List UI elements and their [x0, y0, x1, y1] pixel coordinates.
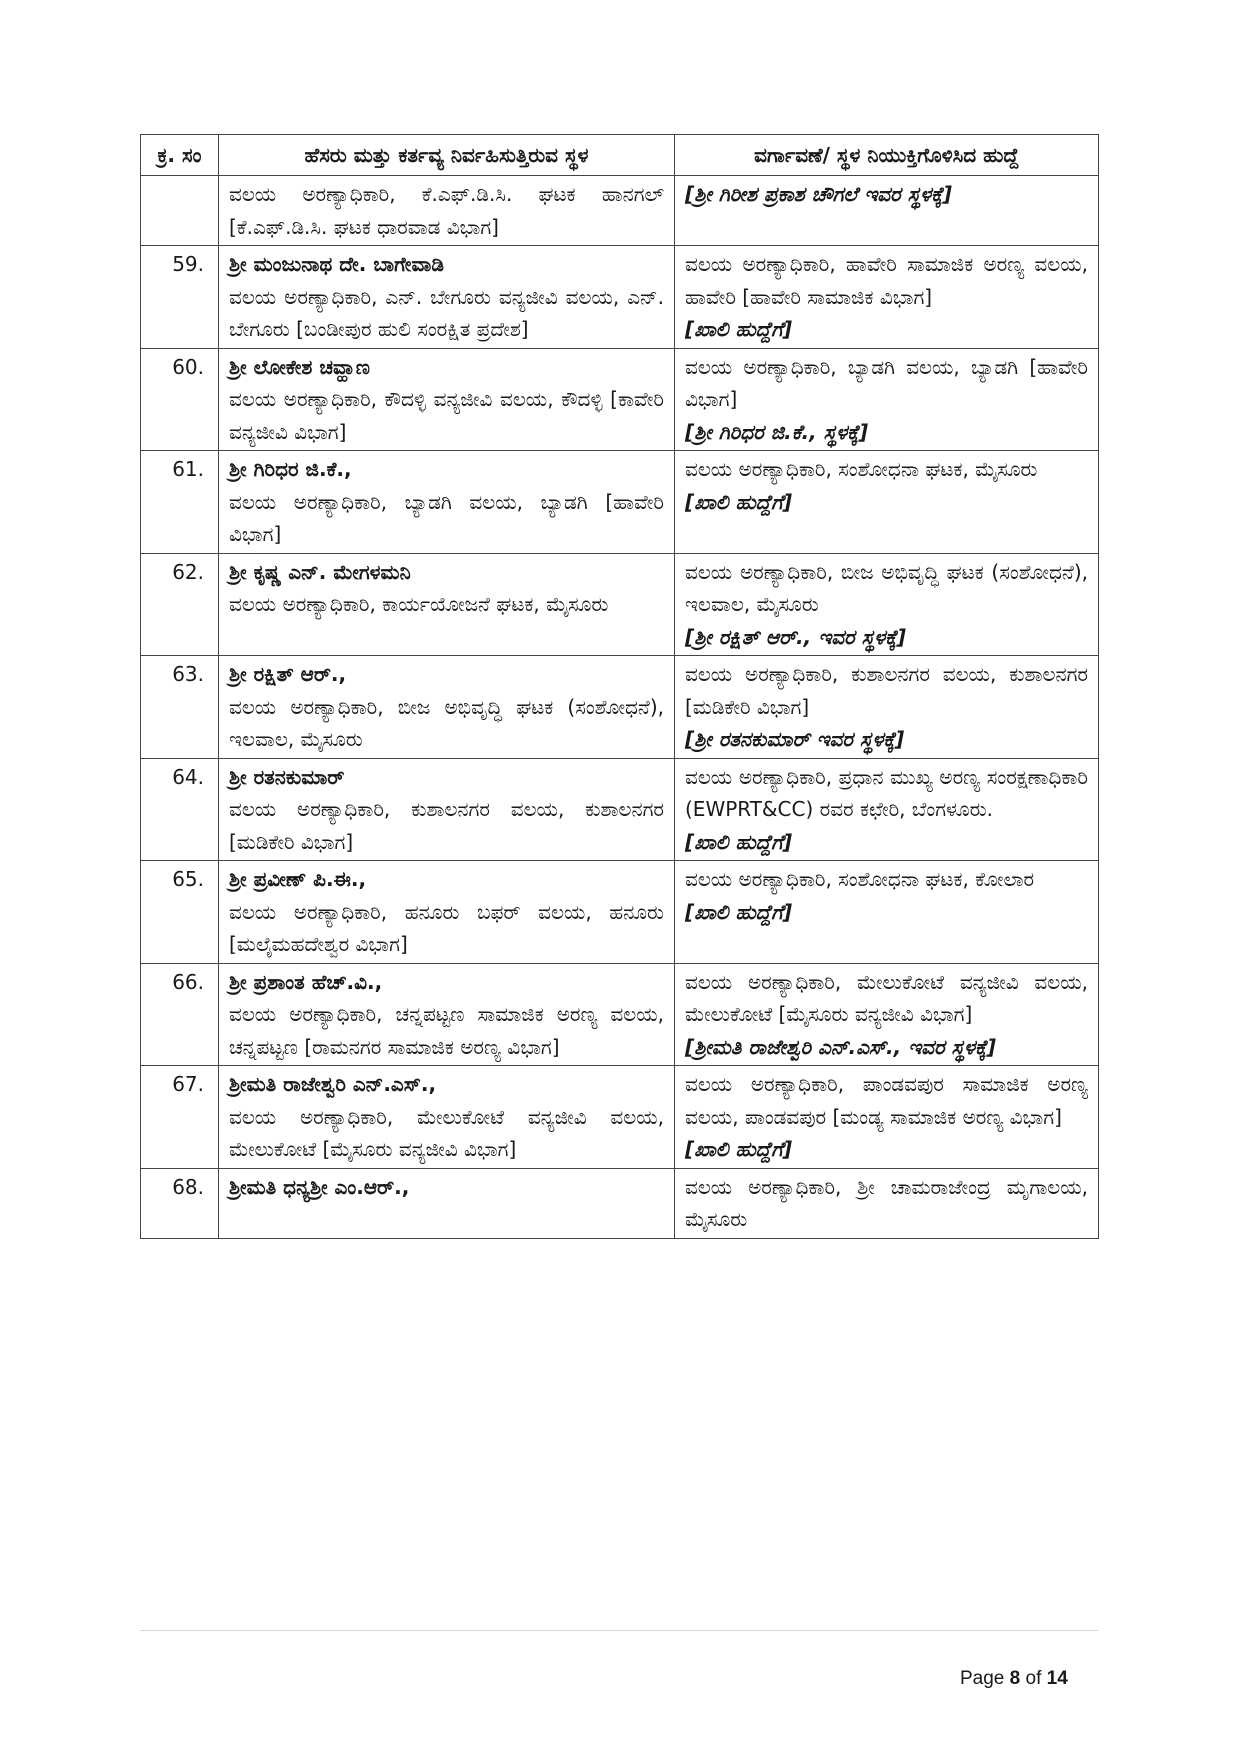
row-number: 64.	[141, 758, 219, 861]
officer-name: ಶ್ರೀ ಮಂಜುನಾಥ ದೇ. ಬಾಗೇವಾಡಿ	[229, 252, 444, 276]
officer-name: ಶ್ರೀ ಕೃಷ್ಣ ಎನ್. ಮೇಗಳಮನಿ	[229, 559, 411, 584]
transfer-post-cell	[675, 656, 1099, 759]
table-row	[141, 246, 1099, 349]
current-post-cell	[219, 246, 675, 349]
transfer-post-cell	[675, 1168, 1099, 1238]
table-row	[141, 656, 1099, 759]
current-post: ವಲಯ ಅರಣ್ಯಾಧಿಕಾರಿ, ಚನ್ನಪಟ್ಟಣ ಸಾಮಾಜಿಕ ಅರಣ್ಯ ವಲಯ, ಚನ್ನಪಟ್ಟಣ [ರಾಮನಗರ ಸಾಮಾಜಿಕ ಅರಣ್ಯ ವಿಭಾಗ]	[229, 1002, 664, 1059]
current-post: ವಲಯ ಅರಣ್ಯಾಧಿಕಾರಿ, ಕಾರ್ಯಯೋಜನೆ ಘಟಕ, ಮೈಸೂರು	[229, 592, 609, 616]
transfer-post-cell	[675, 451, 1099, 554]
row-number: 60.	[141, 348, 219, 451]
table-row	[141, 553, 1099, 656]
transfer-post: ವಲಯ ಅರಣ್ಯಾಧಿಕಾರಿ, ಪಾಂಡವಪುರ ಸಾಮಾಜಿಕ ಅರಣ್ಯ ವಲಯ, ಪಾಂಡವಪುರ [ಮಂಡ್ಯ ಸಾಮಾಜಿಕ ಅರಣ್ಯ ವಿಭಾಗ]	[685, 1072, 1088, 1129]
current-post-cell	[219, 348, 675, 451]
transfer-post-cell	[675, 861, 1099, 964]
officer-name: ಶ್ರೀ ಪ್ರಶಾಂತ ಹೆಚ್.ವಿ.,	[229, 969, 383, 994]
transfer-post-cell	[675, 246, 1099, 349]
transfer-post-cell	[675, 1066, 1099, 1169]
transfer-note: [ಖಾಲಿ ಹುದ್ದೆಗೆ]	[685, 489, 792, 514]
transfer-note: [ಶ್ರೀ ರತನಕುಮಾರ್ ಇವರ ಸ್ಥಳಕ್ಕೆ]	[685, 727, 905, 751]
row-number: 68.	[141, 1168, 219, 1238]
page-word: Page	[960, 1668, 1005, 1689]
footer-divider	[140, 1630, 1098, 1631]
transfer-post-cell	[675, 758, 1099, 861]
officer-name: ಶ್ರೀಮತಿ ಧನ್ಯಶ್ರೀ ಎಂ.ಆರ್.,	[229, 1174, 410, 1199]
row-number: 59.	[141, 246, 219, 349]
row-number: 67.	[141, 1066, 219, 1169]
transfer-post: ವಲಯ ಅರಣ್ಯಾಧಿಕಾರಿ, ಮೇಲುಕೋಟೆ ವನ್ಯಜೀವಿ ವಲಯ, ಮೇಲುಕೋಟೆ [ಮೈಸೂರು ವನ್ಯಜೀವಿ ವಿಭಾಗ]	[685, 969, 1088, 1026]
of-word: of	[1025, 1668, 1042, 1689]
officer-name: ಶ್ರೀ ಗಿರಿಧರ ಜಿ.ಕೆ.,	[229, 457, 352, 481]
table-row	[141, 1168, 1099, 1238]
current-post-cell	[219, 176, 675, 246]
header-name-and-current-post: ಹೆಸರು ಮತ್ತು ಕರ್ತವ್ಯ ನಿರ್ವಹಿಸುತ್ತಿರುವ ಸ್ಥಳ	[219, 135, 675, 176]
table-header-row	[141, 135, 1099, 176]
transfer-post-cell	[675, 963, 1099, 1066]
transfer-note: [ಖಾಲಿ ಹುದ್ದೆಗೆ]	[685, 1137, 792, 1161]
transfer-post: ವಲಯ ಅರಣ್ಯಾಧಿಕಾರಿ, ಶ್ರೀ ಚಾಮರಾಜೇಂದ್ರ ಮೃಗಾಲಯ, ಮೈಸೂರು	[685, 1174, 1088, 1231]
header-serial-number: ಕ್ರ. ಸಂ	[141, 135, 219, 176]
page-total: 14	[1046, 1668, 1068, 1689]
current-post: ವಲಯ ಅರಣ್ಯಾಧಿಕಾರಿ, ಮೇಲುಕೋಟೆ ವನ್ಯಜೀವಿ ವಲಯ, ಮೇಲುಕೋಟೆ [ಮೈಸೂರು ವನ್ಯಜೀವಿ ವಿಭಾಗ]	[229, 1104, 664, 1161]
table-row	[141, 451, 1099, 554]
current-post-cell	[219, 1066, 675, 1169]
transfer-note: [ಶ್ರೀ ಗಿರಿಧರ ಜಿ.ಕೆ., ಸ್ಥಳಕ್ಕೆ]	[685, 419, 869, 444]
table-row	[141, 861, 1099, 964]
row-number: 63.	[141, 656, 219, 759]
row-number: 65.	[141, 861, 219, 964]
officer-name: ಶ್ರೀ ಲೋಕೇಶ ಚವ್ಹಾಣ	[229, 354, 370, 379]
transfer-post: ವಲಯ ಅರಣ್ಯಾಧಿಕಾರಿ, ಸಂಶೋಧನಾ ಘಟಕ, ಮೈಸೂರು	[685, 457, 1038, 481]
transfer-note: [ಖಾಲಿ ಹುದ್ದೆಗೆ]	[685, 829, 792, 854]
transfer-post-cell	[675, 348, 1099, 451]
current-post-cell	[219, 1168, 675, 1238]
transfer-note: [ಖಾಲಿ ಹುದ್ದೆಗೆ]	[685, 899, 792, 924]
officer-name: ಶ್ರೀ ರತನಕುಮಾರ್	[229, 764, 345, 789]
transfer-table	[140, 134, 1099, 1239]
current-post-cell	[219, 861, 675, 964]
current-post-cell	[219, 451, 675, 554]
header-transfer-post: ವರ್ಗಾವಣೆ/ ಸ್ಥಳ ನಿಯುಕ್ತಿಗೊಳಿಸಿದ ಹುದ್ದೆ	[675, 135, 1099, 176]
current-post: ವಲಯ ಅರಣ್ಯಾಧಿಕಾರಿ, ಹನೂರು ಬಫರ್ ವಲಯ, ಹನೂರು [ಮಲೈಮಹದೇಶ್ವರ ವಿಭಾಗ]	[229, 899, 664, 956]
row-number: 62.	[141, 553, 219, 656]
current-post-cell	[219, 758, 675, 861]
table-row	[141, 1066, 1099, 1169]
officer-name: ಶ್ರೀ ಪ್ರವೀಣ್ ಪಿ.ಈ.,	[229, 867, 367, 891]
table-row	[141, 348, 1099, 451]
table-row	[141, 963, 1099, 1066]
current-post: ವಲಯ ಅರಣ್ಯಾಧಿಕಾರಿ, ಕುಶಾಲನಗರ ವಲಯ, ಕುಶಾಲನಗರ [ಮಡಿಕೇರಿ ವಿಭಾಗ]	[229, 797, 664, 854]
table-row	[141, 176, 1099, 246]
current-post-cell	[219, 963, 675, 1066]
current-post: ವಲಯ ಅರಣ್ಯಾಧಿಕಾರಿ, ಎನ್. ಬೇಗೂರು ವನ್ಯಜೀವಿ ವಲಯ, ಎನ್. ಬೇಗೂರು [ಬಂಡೀಪುರ ಹುಲಿ ಸಂರಕ್ಷಿತ ಪ್ರದೇಶ]	[229, 284, 664, 341]
transfer-post: ವಲಯ ಅರಣ್ಯಾಧಿಕಾರಿ, ಹಾವೇರಿ ಸಾಮಾಜಿಕ ಅರಣ್ಯ ವಲಯ, ಹಾವೇರಿ [ಹಾವೇರಿ ಸಾಮಾಜಿಕ ವಿಭಾಗ]	[685, 252, 1088, 309]
current-post: ವಲಯ ಅರಣ್ಯಾಧಿಕಾರಿ, ಬ್ಯಾಡಗಿ ವಲಯ, ಬ್ಯಾಡಗಿ [ಹಾವೇರಿ ವಿಭಾಗ]	[229, 489, 664, 546]
row-number: 61.	[141, 451, 219, 554]
current-post: ವಲಯ ಅರಣ್ಯಾಧಿಕಾರಿ, ಕೆ.ಎಫ್.ಡಿ.ಸಿ. ಘಟಕ ಹಾನಗಲ್ [ಕೆ.ಎಫ್.ಡಿ.ಸಿ. ಘಟಕ ಧಾರವಾಡ ವಿಭಾಗ]	[229, 182, 664, 239]
current-post: ವಲಯ ಅರಣ್ಯಾಧಿಕಾರಿ, ಬೀಜ ಅಭಿವೃದ್ಧಿ ಘಟಕ (ಸಂಶೋಧನೆ), ಇಲವಾಲ, ಮೈಸೂರು	[229, 694, 664, 751]
officer-name: ಶ್ರೀ ರಕ್ಷಿತ್ ಆರ್.,	[229, 662, 347, 686]
page-number-footer	[960, 1668, 1068, 1690]
transfer-post-cell	[675, 176, 1099, 246]
row-number: 66.	[141, 963, 219, 1066]
transfer-post: ವಲಯ ಅರಣ್ಯಾಧಿಕಾರಿ, ಬೀಜ ಅಭಿವೃದ್ಧಿ ಘಟಕ (ಸಂಶೋಧನೆ), ಇಲವಾಲ, ಮೈಸೂರು	[685, 559, 1088, 616]
table-row	[141, 758, 1099, 861]
current-post: ವಲಯ ಅರಣ್ಯಾಧಿಕಾರಿ, ಕೌದಳ್ಳಿ ವನ್ಯಜೀವಿ ವಲಯ, ಕೌದಳ್ಳಿ [ಕಾವೇರಿ ವನ್ಯಜೀವಿ ವಿಭಾಗ]	[229, 387, 664, 444]
transfer-post: ವಲಯ ಅರಣ್ಯಾಧಿಕಾರಿ, ಬ್ಯಾಡಗಿ ವಲಯ, ಬ್ಯಾಡಗಿ [ಹಾವೇರಿ ವಿಭಾಗ]	[685, 354, 1088, 411]
transfer-note: [ಶ್ರೀ ರಕ್ಷಿತ್ ಆರ್., ಇವರ ಸ್ಥಳಕ್ಕೆ]	[685, 624, 906, 649]
transfer-post: ವಲಯ ಅರಣ್ಯಾಧಿಕಾರಿ, ಕುಶಾಲನಗರ ವಲಯ, ಕುಶಾಲನಗರ [ಮಡಿಕೇರಿ ವಿಭಾಗ]	[685, 662, 1088, 719]
row-number	[141, 176, 219, 246]
transfer-post: ವಲಯ ಅರಣ್ಯಾಧಿಕಾರಿ, ಪ್ರಧಾನ ಮುಖ್ಯ ಅರಣ್ಯ ಸಂರಕ್ಷಣಾಧಿಕಾರಿ (EWPRT&CC) ರವರ ಕಛೇರಿ, ಬೆಂಗಳೂರು.	[685, 764, 1088, 821]
current-post-cell	[219, 553, 675, 656]
page-current: 8	[1009, 1668, 1021, 1689]
current-post-cell	[219, 656, 675, 759]
transfer-post-cell	[675, 553, 1099, 656]
transfer-note: [ಖಾಲಿ ಹುದ್ದೆಗೆ]	[685, 317, 792, 341]
transfer-note: [ಶ್ರೀ ಗಿರೀಶ ಪ್ರಕಾಶ ಚೌಗಲೆ ಇವರ ಸ್ಥಳಕ್ಕೆ]	[685, 182, 952, 206]
officer-name: ಶ್ರೀಮತಿ ರಾಜೇಶ್ವರಿ ಎನ್.ಎಸ್.,	[229, 1072, 437, 1096]
transfer-post: ವಲಯ ಅರಣ್ಯಾಧಿಕಾರಿ, ಸಂಶೋಧನಾ ಘಟಕ, ಕೋಲಾರ	[685, 867, 1035, 891]
transfer-note: [ಶ್ರೀಮತಿ ರಾಜೇಶ್ವರಿ ಎನ್.ಎಸ್., ಇವರ ಸ್ಥಳಕ್ಕೆ]	[685, 1034, 996, 1059]
